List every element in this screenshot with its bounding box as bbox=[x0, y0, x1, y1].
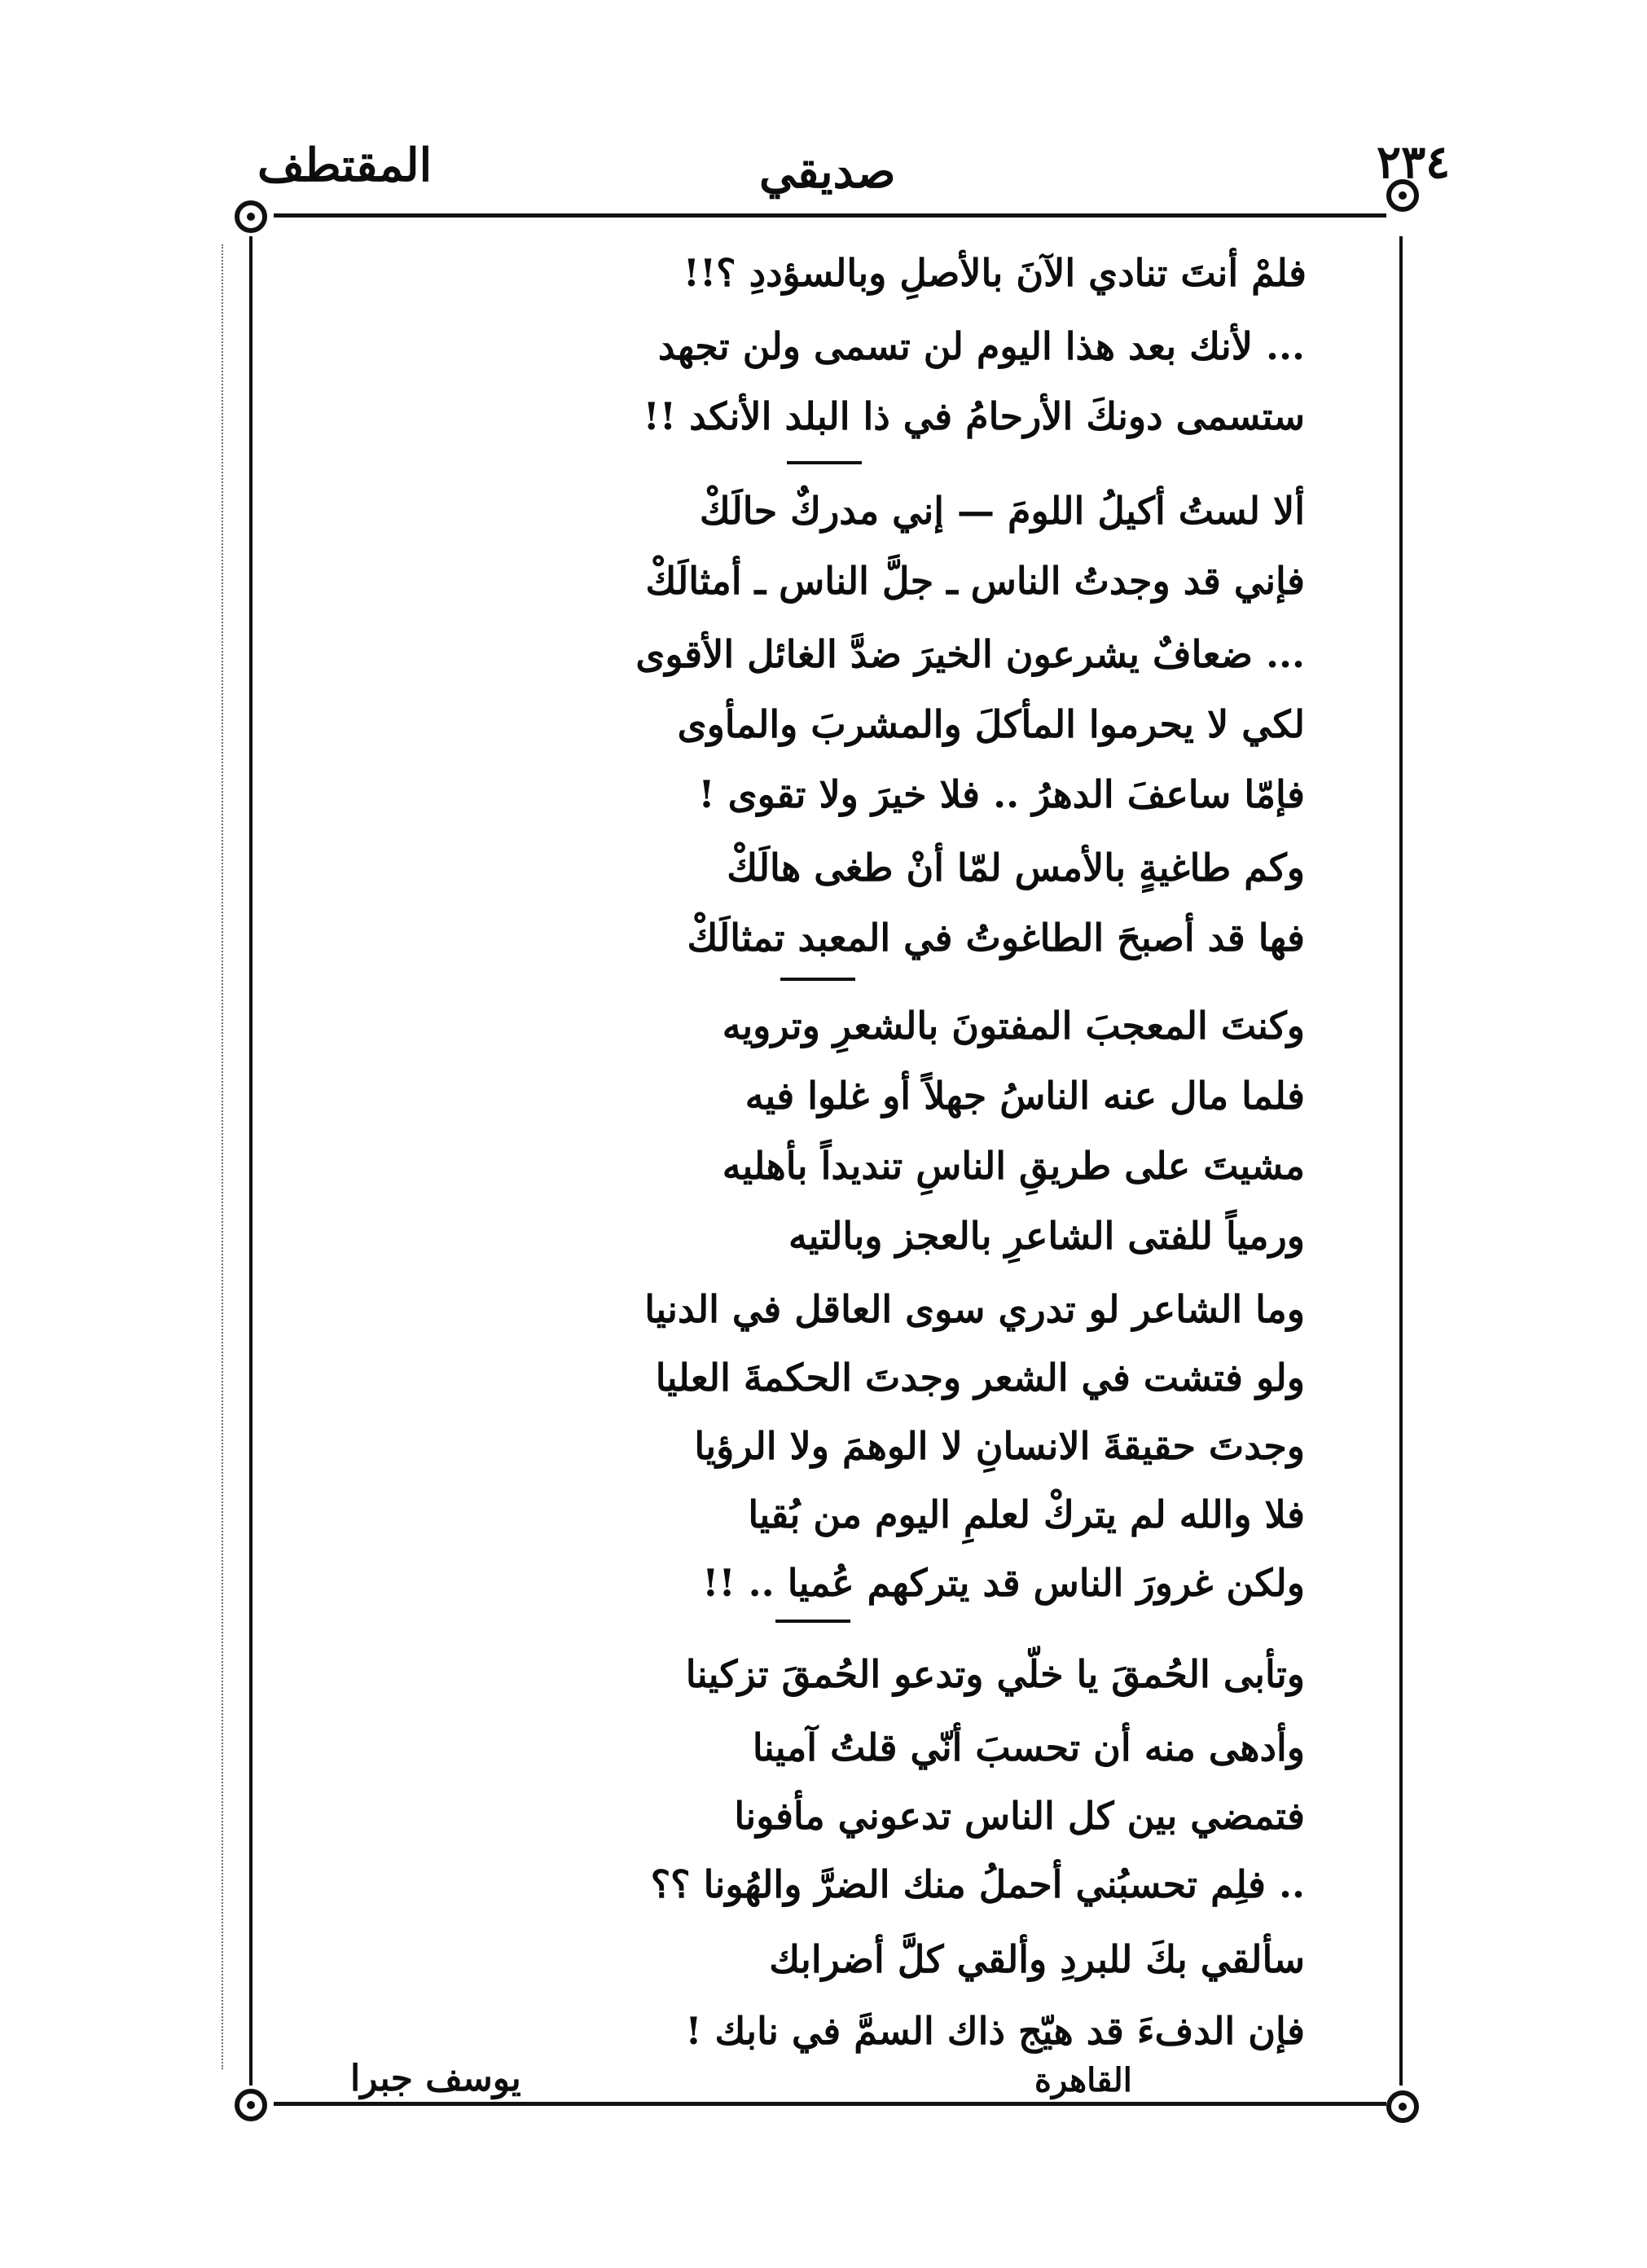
verse-line: ورمياً للفتى الشاعرِ بالعجز وبالتيه bbox=[788, 1214, 1305, 1258]
frame-left-rule bbox=[249, 236, 253, 2086]
verse-line: فإمّا ساعفَ الدهرُ .. فلا خيرَ ولا تقوى ! bbox=[698, 772, 1305, 816]
place-name: القاهرة bbox=[1034, 2061, 1132, 2099]
verse-line: فتمضي بين كل الناس تدعوني مأفونا bbox=[734, 1794, 1305, 1838]
page-number: ٢٣٤ bbox=[1377, 135, 1451, 189]
corner-ornament-icon bbox=[1386, 179, 1419, 212]
verse-line: ... ضعافٌ يشرعون الخيرَ ضدَّ الغائل الأقوى bbox=[635, 632, 1305, 676]
verse-line: وأدهى منه أن تحسبَ أنّي قلتُ آمينا bbox=[752, 1725, 1305, 1769]
verse-line: ولو فتشت في الشعر وجدتَ الحكمةَ العليا bbox=[655, 1356, 1305, 1400]
corner-ornament-icon bbox=[235, 200, 267, 233]
verse-line: فلا والله لم يتركْ لعلمِ اليوم من بُقيا bbox=[748, 1492, 1305, 1536]
verse-line: ستسمى دونكَ الأرحامُ في ذا البلد الأنكد !! bbox=[643, 394, 1305, 438]
verse-line: وتأبى الحُمقَ يا خلّي وتدعو الحُمقَ تزكينا bbox=[685, 1652, 1305, 1696]
stanza-separator bbox=[775, 1620, 850, 1623]
verse-line: لكي لا يحرموا المأكلَ والمشربَ والمأوى bbox=[677, 702, 1305, 746]
margin-decoration bbox=[222, 244, 238, 2069]
page-title: صديقي bbox=[759, 145, 896, 199]
frame-bottom-rule bbox=[274, 2102, 1386, 2106]
verse-line: فإن الدفءَ قد هيّج ذاك السمَّ في نابك ! bbox=[685, 2009, 1305, 2053]
verse-line: فلما مال عنه الناسُ جهلاً أو غلوا فيه bbox=[744, 1074, 1305, 1118]
verse-line: ولكن غرورَ الناس قد يتركهم عُميا .. !! bbox=[702, 1561, 1305, 1605]
verse-line: وجدتَ حقيقةَ الانسانِ لا الوهمَ ولا الرؤيا bbox=[694, 1424, 1305, 1468]
verse-line: فلمْ أنتَ تنادي الآنَ بالأصلِ وبالسؤددِ ؟!! bbox=[683, 251, 1307, 295]
corner-ornament-icon bbox=[1386, 2090, 1419, 2123]
verse-line: ... لأنك بعد هذا اليوم لن تسمى ولن تجهد bbox=[657, 324, 1305, 368]
verse-line: فها قد أصبحَ الطاغوتُ في المعبد تمثالَكْ bbox=[687, 916, 1305, 960]
frame-right-rule bbox=[1399, 236, 1403, 2086]
verse-line: ألا لستُ أكيلُ اللومَ — إني مدركٌ حالَكْ bbox=[699, 489, 1305, 533]
frame-top-rule bbox=[274, 213, 1386, 218]
journal-title: المقتطف bbox=[257, 138, 433, 192]
verse-line: مشيتَ على طريقِ الناسِ تنديداً بأهليه bbox=[722, 1144, 1305, 1188]
verse-line: وما الشاعر لو تدري سوى العاقل في الدنيا bbox=[644, 1287, 1305, 1331]
stanza-separator bbox=[780, 978, 855, 981]
verse-line: فإني قد وجدتُ الناس ـ جلَّ الناس ـ أمثالَكْ bbox=[645, 559, 1305, 603]
verse-line: وكنتَ المعجبَ المفتونَ بالشعرِ وترويه bbox=[722, 1004, 1305, 1048]
verse-line: سألقي بكَ للبردِ وألقي كلَّ أضرابك bbox=[769, 1937, 1305, 1981]
verse-line: وكم طاغيةٍ بالأمس لمّا أنْ طغى هالَكْ bbox=[727, 846, 1305, 890]
stanza-separator bbox=[787, 461, 862, 464]
verse-line: .. فلِم تحسبُني أحملُ منك الضرَّ والهُونا ؟؟ bbox=[650, 1862, 1305, 1906]
corner-ornament-icon bbox=[235, 2089, 267, 2121]
author-signature: يوسف جبرا bbox=[350, 2058, 521, 2099]
